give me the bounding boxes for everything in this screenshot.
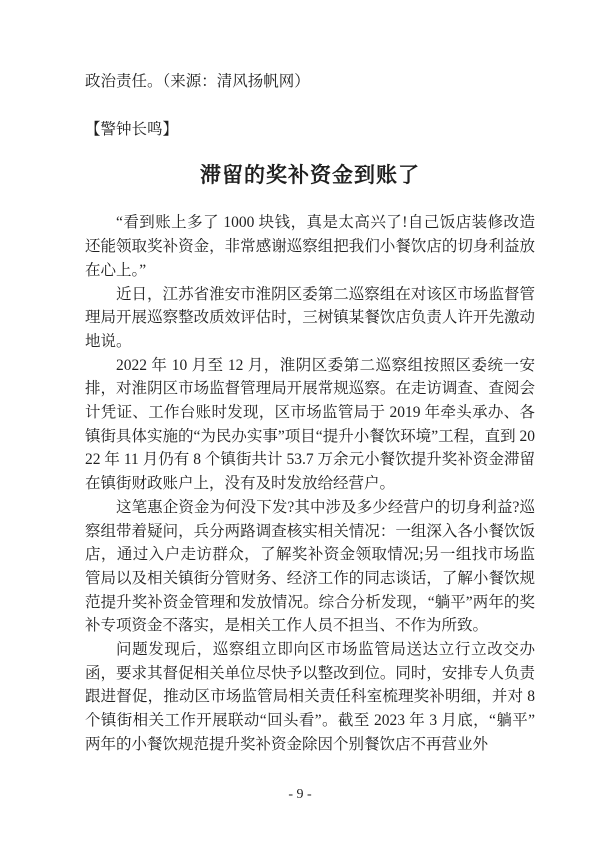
article-paragraph: 问题发现后，巡察组立即向区市场监管局送达立行立改交办函，要求其督促相关单位尽快予以整改到位。同时，安排专人负责跟进督促，推动区市场监管局相关责任科室梳理奖补明细，并对 8 个镇街相关工作开展联动“回头看”。截至 2023 年 3 月底，“躺平”两年的小餐饮规范提升奖补资金除因个别餐饮店不再营业外 bbox=[85, 641, 535, 753]
article-paragraph: 这笔惠企资金为何没下发?其中涉及多少经营户的切身利益?巡察组带着疑问，兵分两路调查核实相关情况：一组深入各小餐饮饭店，通过入户走访群众，了解奖补资金领取情况;另一组找市场监管局以及相关镇街分管财务、经济工作的同志谈话，了解小餐饮规范提升奖补资金管理和发放情况。综合分析发现，“躺平”两年的奖补专项资金不落实，是相关工作人员不担当、不作为所致。 bbox=[85, 498, 535, 635]
page-number: - 9 - bbox=[288, 787, 312, 802]
article-body bbox=[85, 211, 535, 756]
article-paragraph: “看到账上多了 1000 块钱，真是太高兴了!自己饭店装修改造还能领取奖补资金，非常感谢巡察组把我们小餐饮店的切身利益放在心上。” bbox=[85, 214, 535, 279]
continuation-paragraph: 政治责任。（来源：清风扬帆网） bbox=[85, 73, 310, 90]
article-paragraph: 2022 年 10 月至 12 月，淮阴区委第二巡察组按照区委统一安排，对淮阴区市场监督管理局开展常规巡察。在走访调查、查阅会计凭证、工作台账时发现，区市场监管局于 2019 年牵头承办、各镇街具体实施的“为民办实事”项目“提升小餐饮环境”工程，直到 2022 年 11 月仍有 8 个镇街共计 53.7 万余元小餐饮提升奖补资金滞留在镇街财政账户上，没有及时发放给经营户。 bbox=[85, 356, 535, 493]
section-header: 【警钟长鸣】 bbox=[85, 120, 179, 138]
article-title: 滞留的奖补资金到账了 bbox=[200, 163, 420, 188]
page-content bbox=[85, 70, 535, 757]
article-paragraph: 近日，江苏省淮安市淮阴区委第二巡察组在对该区市场监督管理局开展巡察整改质效评估时，三树镇某餐饮店负责人许开先激动地说。 bbox=[85, 285, 535, 350]
